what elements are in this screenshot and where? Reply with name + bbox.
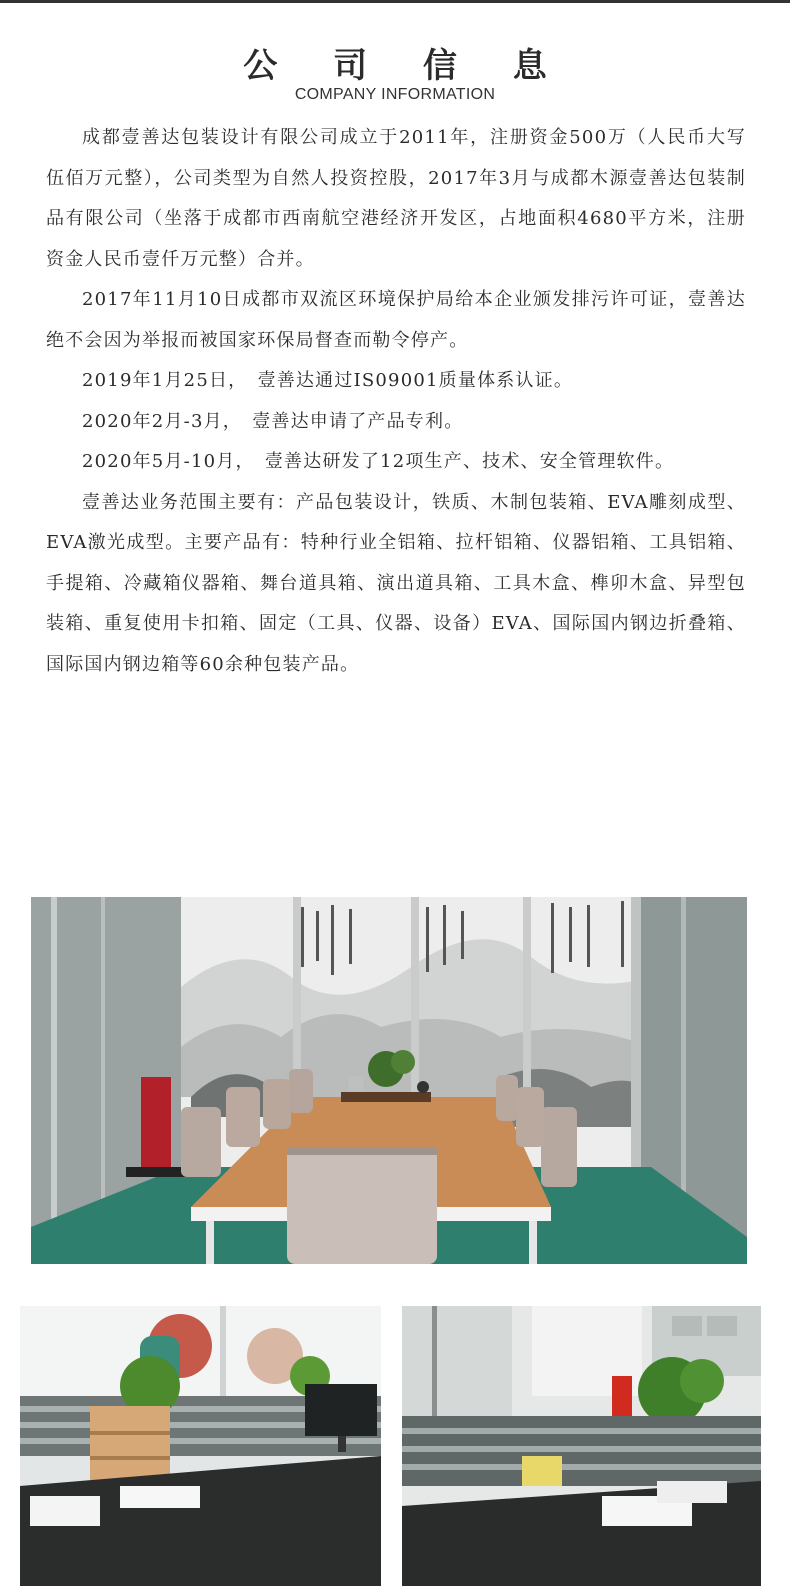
company-description bbox=[46, 118, 746, 685]
office-photo-right bbox=[402, 1306, 761, 1586]
page-title: 公 司 信 息 bbox=[243, 46, 569, 86]
paragraph-patent: 2020年2月-3月， 壹善达申请了产品专利。 bbox=[82, 410, 464, 432]
paragraph-permit: 2017年11月10日成都市双流区环境保护局给本企业颁发排污许可证，壹善达绝不会因为举报而被国家环保局督查而勒令停产。 bbox=[46, 289, 746, 351]
paragraph-founding: 成都壹善达包装设计有限公司成立于2011年，注册资金500万（人民币大写伍佰万元整），公司类型为自然人投资控股，2017年3月与成都木源壹善达包装制品有限公司（坐落于成都市西南航空港经济开发区，占地面积4680平方米，注册资金人民币壹仟万元整）合并。 bbox=[46, 127, 746, 270]
paragraph-iso: 2019年1月25日， 壹善达通过IS09001质量体系认证。 bbox=[82, 370, 574, 391]
paragraph-software: 2020年5月-10月， 壹善达研发了12项生产、技术、安全管理软件。 bbox=[82, 451, 675, 472]
page-subtitle: COMPANY INFORMATION bbox=[294, 86, 496, 103]
office-photo-left bbox=[20, 1306, 381, 1586]
meeting-room-photo bbox=[31, 897, 747, 1264]
paragraph-business-scope: 壹善达业务范围主要有：产品包装设计，铁质、木制包装箱、EVA雕刻成型、EVA激光成型。主要产品有：特种行业全铝箱、拉杆铝箱、仪器铝箱、工具铝箱、手提箱、冷藏箱仪器箱、舞台道具箱、演出道具箱、工具木盒、榫卯木盒、异型包装箱、重复使用卡扣箱、固定（工具、仪器、设备）EVA、国际国内钢边折叠箱、国际国内钢边箱等60余种包装产品。 bbox=[46, 491, 746, 675]
top-border bbox=[0, 0, 790, 3]
